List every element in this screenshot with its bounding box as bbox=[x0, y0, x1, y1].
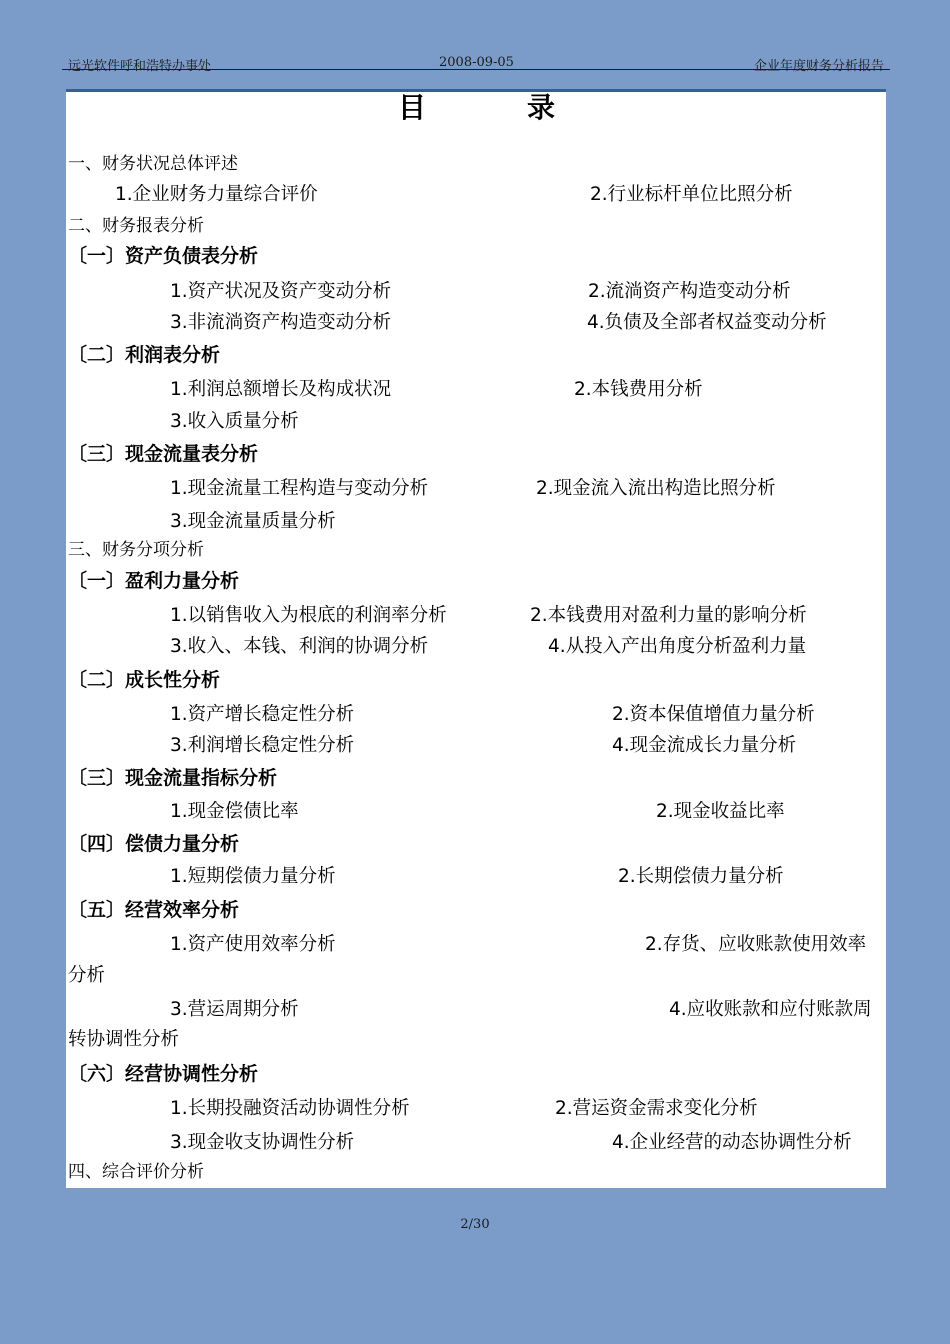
toc-item: 4.负债及全部者权益变动分析 bbox=[587, 312, 827, 333]
toc-item: 1.资产状况及资产变动分析 bbox=[170, 281, 392, 302]
toc-subsection: 〔四〕偿债力量分析 bbox=[68, 833, 240, 855]
toc-item: 4.企业经营的动态协调性分析 bbox=[612, 1132, 852, 1153]
header-date: 2008-09-05 bbox=[439, 55, 514, 70]
toc-item: 3.现金收支协调性分析 bbox=[170, 1132, 355, 1153]
toc-item: 4.现金流成长力量分析 bbox=[612, 735, 797, 756]
toc-title-char2: 录 bbox=[527, 91, 556, 124]
header-left: 远光软件呼和浩特办事处 bbox=[68, 59, 212, 74]
toc-item: 2.营运资金需求变化分析 bbox=[555, 1098, 758, 1119]
toc-item: 3.非流淌资产构造变动分析 bbox=[170, 312, 392, 333]
toc-subsection: 〔一〕盈利力量分析 bbox=[68, 570, 240, 592]
toc-section-3: 三、财务分项分析 bbox=[68, 540, 204, 560]
header-right: 企业年度财务分析报告 bbox=[753, 59, 884, 74]
toc-item-continuation: 转协调性分析 bbox=[68, 1029, 180, 1050]
toc-item: 2.资本保值增值力量分析 bbox=[612, 704, 815, 725]
toc-title-char1: 目 bbox=[398, 91, 427, 124]
toc-subsection: 〔一〕资产负债表分析 bbox=[68, 245, 259, 267]
toc-subsection: 〔二〕利润表分析 bbox=[68, 344, 221, 366]
toc-item: 4.应收账款和应付账款周 bbox=[669, 999, 872, 1020]
toc-item: 2.现金收益比率 bbox=[656, 801, 785, 822]
toc-item: 2.现金流入流出构造比照分析 bbox=[536, 478, 776, 499]
toc-subsection: 〔五〕经营效率分析 bbox=[68, 899, 240, 921]
toc-section-2: 二、财务报表分析 bbox=[68, 216, 204, 236]
toc-subsection: 〔二〕成长性分析 bbox=[68, 669, 221, 691]
toc-item: 3.营运周期分析 bbox=[170, 999, 299, 1020]
toc-item: 2.存货、应收账款使用效率 bbox=[645, 934, 867, 955]
toc-item-continuation: 分析 bbox=[68, 965, 106, 986]
toc-subsection: 〔三〕现金流量指标分析 bbox=[68, 767, 278, 789]
toc-item: 4.从投入产出角度分析盈利力量 bbox=[548, 636, 807, 657]
toc-subsection: 〔三〕现金流量表分析 bbox=[68, 443, 259, 465]
toc-subsection: 〔六〕经营协调性分析 bbox=[68, 1063, 259, 1085]
page-number: 2/30 bbox=[460, 1217, 490, 1232]
toc-item: 1.现金偿债比率 bbox=[170, 801, 299, 822]
toc-item: 3.收入质量分析 bbox=[170, 411, 299, 432]
toc-item: 1.以销售收入为根底的利润率分析 bbox=[170, 605, 447, 626]
toc-item: 1.资产增长稳定性分析 bbox=[170, 704, 355, 725]
toc-item: 1.长期投融资活动协调性分析 bbox=[170, 1098, 410, 1119]
toc-item: 3.收入、本钱、利润的协调分析 bbox=[170, 636, 429, 657]
toc-section-4: 四、综合评价分析 bbox=[68, 1162, 204, 1182]
toc-item: 3.现金流量质量分析 bbox=[170, 511, 336, 532]
toc-item: 2.长期偿债力量分析 bbox=[618, 866, 784, 887]
sheet-top-border bbox=[66, 89, 886, 92]
toc-item: 2.本钱费用对盈利力量的影响分析 bbox=[530, 605, 807, 626]
toc-item: 1.短期偿债力量分析 bbox=[170, 866, 336, 887]
toc-item: 3.利润增长稳定性分析 bbox=[170, 735, 355, 756]
toc-section-1: 一、财务状况总体评述 bbox=[68, 154, 238, 174]
toc-item: 1.资产使用效率分析 bbox=[170, 934, 336, 955]
header-divider bbox=[62, 69, 890, 70]
toc-item: 1.现金流量工程构造与变动分析 bbox=[170, 478, 429, 499]
toc-item: 2.流淌资产构造变动分析 bbox=[588, 281, 791, 302]
toc-item: 2.本钱费用分析 bbox=[574, 379, 703, 400]
toc-item: 1.利润总额增长及构成状况 bbox=[170, 379, 392, 400]
toc-item: 2.行业标杆单位比照分析 bbox=[590, 184, 793, 205]
toc-item: 1.企业财务力量综合评价 bbox=[115, 184, 318, 205]
